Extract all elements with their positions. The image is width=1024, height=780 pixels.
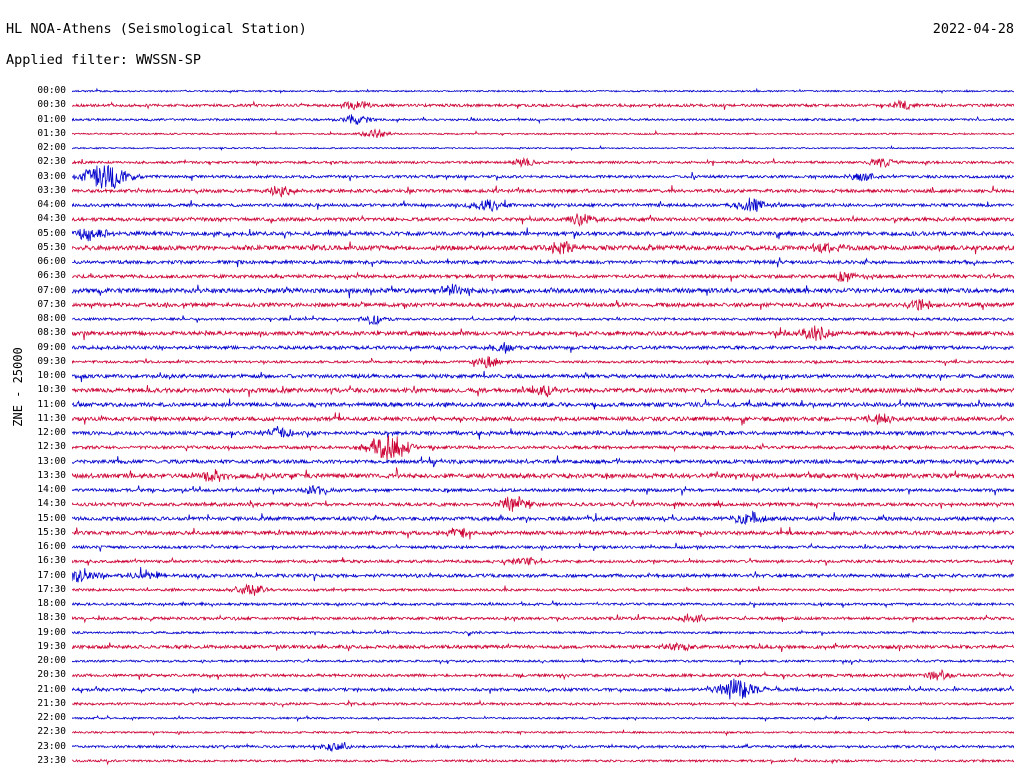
trace-line <box>72 601 1014 608</box>
trace-line <box>72 512 1014 524</box>
trace-line <box>72 101 1014 110</box>
time-tick-label: 14:00 <box>37 484 66 496</box>
trace-line <box>72 114 1014 124</box>
time-tick-label: 14:30 <box>37 498 66 510</box>
time-tick-label: 19:30 <box>37 640 66 652</box>
trace-line <box>72 214 1014 226</box>
time-tick-label: 04:30 <box>37 213 66 225</box>
time-tick-label: 17:00 <box>37 569 66 581</box>
trace-line <box>72 585 1014 596</box>
trace-line <box>72 315 1014 324</box>
time-tick-label: 01:30 <box>37 127 66 139</box>
time-tick-label: 06:00 <box>37 256 66 268</box>
time-tick-label: 21:00 <box>37 683 66 695</box>
time-tick-label: 17:30 <box>37 583 66 595</box>
trace-line <box>72 557 1014 566</box>
time-tick-label: 13:00 <box>37 455 66 467</box>
time-tick-label: 15:00 <box>37 512 66 524</box>
applied-filter-label: Applied filter: WWSSN-SP <box>6 52 202 68</box>
time-tick-label: 13:30 <box>37 469 66 481</box>
trace-line <box>72 89 1014 93</box>
trace-line <box>72 158 1014 167</box>
trace-line <box>72 385 1014 397</box>
trace-line <box>72 670 1014 680</box>
time-tick-label: 05:30 <box>37 241 66 253</box>
time-tick-label: 23:30 <box>37 754 66 766</box>
time-tick-label: 09:30 <box>37 355 66 367</box>
time-tick-label: 19:00 <box>37 626 66 638</box>
trace-line <box>72 257 1014 267</box>
time-tick-label: 10:30 <box>37 384 66 396</box>
trace-line <box>72 342 1014 354</box>
time-tick-label: 22:00 <box>37 712 66 724</box>
trace-line <box>72 567 1014 582</box>
trace-line <box>72 486 1014 496</box>
trace-line <box>72 496 1014 512</box>
trace-line <box>72 543 1014 552</box>
time-tick-label: 03:00 <box>37 170 66 182</box>
trace-line <box>72 730 1014 735</box>
trace-line <box>72 716 1014 722</box>
trace-line <box>72 198 1014 212</box>
trace-line <box>72 630 1014 636</box>
time-tick-label: 10:00 <box>37 370 66 382</box>
time-tick-label: 20:30 <box>37 669 66 681</box>
trace-line <box>72 758 1014 764</box>
time-tick-label: 02:30 <box>37 156 66 168</box>
trace-line <box>72 399 1014 410</box>
trace-line <box>72 299 1014 310</box>
trace-line <box>72 130 1014 138</box>
trace-line <box>72 426 1014 440</box>
trace-canvas <box>72 84 1014 768</box>
date-label: 2022-04-28 <box>932 21 1014 37</box>
time-tick-label: 20:00 <box>37 655 66 667</box>
time-tick-label: 18:30 <box>37 612 66 624</box>
time-tick-label: 07:30 <box>37 298 66 310</box>
time-tick-label: 23:00 <box>37 740 66 752</box>
time-tick-label: 07:00 <box>37 284 66 296</box>
time-tick-label: 04:00 <box>37 199 66 211</box>
time-tick-label: 00:30 <box>37 99 66 111</box>
trace-line <box>72 701 1014 707</box>
trace-line <box>72 371 1014 382</box>
trace-line <box>72 228 1014 242</box>
time-tick-label: 08:00 <box>37 313 66 325</box>
time-tick-label: 08:30 <box>37 327 66 339</box>
trace-line <box>72 284 1014 298</box>
trace-line <box>72 467 1014 481</box>
time-tick-label: 16:00 <box>37 541 66 553</box>
seismogram-plot <box>72 84 1014 768</box>
time-tick-label: 22:30 <box>37 726 66 738</box>
time-tick-label: 21:30 <box>37 697 66 709</box>
trace-line <box>72 614 1014 623</box>
time-tick-label: 15:30 <box>37 526 66 538</box>
trace-line <box>72 146 1014 150</box>
y-axis-label: ZNE - 25000 <box>11 347 25 427</box>
time-tick-label: 18:00 <box>37 598 66 610</box>
trace-line <box>72 412 1014 425</box>
time-tick-label: 01:00 <box>37 113 66 125</box>
time-tick-label: 02:00 <box>37 142 66 154</box>
time-tick-label: 00:00 <box>37 85 66 97</box>
trace-line <box>72 659 1014 665</box>
trace-line <box>72 165 1014 188</box>
time-tick-label: 16:30 <box>37 555 66 567</box>
trace-line <box>72 272 1014 283</box>
trace-line <box>72 742 1014 751</box>
time-tick-label: 03:30 <box>37 184 66 196</box>
trace-line <box>72 679 1014 700</box>
time-tick-label: 09:00 <box>37 341 66 353</box>
time-tick-label: 11:30 <box>37 412 66 424</box>
time-tick-label: 12:30 <box>37 441 66 453</box>
trace-line <box>72 643 1014 652</box>
time-tick-label: 12:00 <box>37 427 66 439</box>
time-tick-label: 11:00 <box>37 398 66 410</box>
trace-line <box>72 527 1014 540</box>
trace-line <box>72 436 1014 461</box>
trace-line <box>72 456 1014 468</box>
header <box>0 0 1024 74</box>
time-tick-label: 05:00 <box>37 227 66 239</box>
time-tick-label: 06:30 <box>37 270 66 282</box>
trace-line <box>72 241 1014 254</box>
time-axis <box>0 84 70 768</box>
trace-line <box>72 326 1014 341</box>
station-title: HL NOA-Athens (Seismological Station) <box>6 21 307 37</box>
trace-line <box>72 356 1014 368</box>
trace-line <box>72 185 1014 197</box>
